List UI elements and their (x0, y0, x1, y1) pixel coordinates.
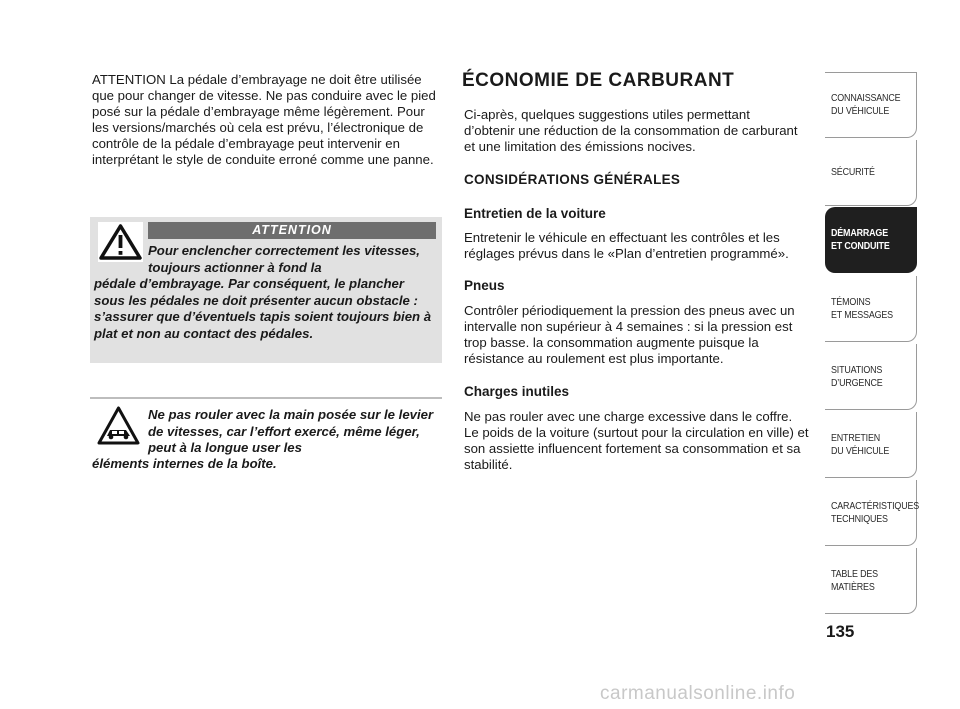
tab-label: CARACTÉRISTIQUES TECHNIQUES (831, 499, 920, 525)
paragraph-pneus: Contrôler périodiquement la pression des pneus avec un intervalle non supérieur à 4 semaines : si la pression est trop basse. la consommation augmente puisque la résistance au roulement est plus importante. (464, 303, 795, 366)
intro-paragraph: Ci-après, quelques suggestions utiles permettant d’obtenir une réduction de la consommation de carburant et une limitation des émissions nocives. (464, 107, 798, 154)
subheading-charges: Charges inutiles (464, 384, 570, 399)
warning-banner: ATTENTION (148, 222, 436, 239)
gearbox-note: éléments internes de la boîte. (92, 456, 277, 471)
tab-label: SÉCURITÉ (831, 166, 875, 178)
tab-label: CONNAISSANCE DU VÉHICULE (831, 92, 901, 117)
car-triangle-icon (96, 405, 141, 447)
paragraph-charges: Ne pas rouler avec une charge excessive dans le coffre. Le poids de la voiture (surtout pour la circulation en ville) et son assiette influencent fortement sa consommation et sa stabilité. (464, 409, 809, 472)
gearbox-note-line1: Ne pas rouler avec la main posée sur le levier de vitesses, car l’effort exercé, même léger, peut à la longue user les (148, 407, 434, 455)
section-heading: CONSIDÉRATIONS GÉNÉRALES (464, 172, 681, 187)
tab-demarrage[interactable] (825, 207, 917, 273)
page-title: ÉCONOMIE DE CARBURANT (462, 70, 735, 91)
tab-entretien[interactable] (825, 412, 917, 478)
watermark: carmanualsonline.info (600, 683, 796, 704)
tab-label: TÉMOINS ET MESSAGES (831, 295, 893, 321)
subheading-pneus: Pneus (464, 278, 505, 293)
page-number: 135 (826, 622, 855, 641)
tab-label: ENTRETIEN DU VÉHICULE (831, 431, 890, 457)
tab-connaissance[interactable] (825, 72, 917, 138)
paragraph-entretien: Entretenir le véhicule en effectuant les contrôles et les réglages prévus dans le «Plan d’entretien programmé». (464, 230, 789, 261)
tab-label: DÉMARRAGE ET CONDUITE (831, 227, 890, 252)
tab-caracteristiques[interactable] (825, 480, 920, 546)
tab-situations[interactable] (825, 344, 917, 410)
tab-label: TABLE DES MATIÈRES (831, 567, 878, 593)
warning-triangle-icon (98, 222, 143, 262)
clutch-attention-paragraph: ATTENTION La pédale d’embrayage ne doit être utilisée que pour changer de vitesse. Ne pas conduire avec le pied posé sur la pédale d’embrayage même légèrement. Pour les versions/marchés où cela est prévu, l’électronique de contrôle de la pédale d’embrayage peut intervenir en interprétant le style de conduite erroné comme une panne. (92, 72, 436, 167)
tab-table-matieres[interactable] (825, 548, 917, 614)
warning-text-line1: Pour enclencher correctement les vitesses, toujours actionner à fond la (148, 243, 420, 275)
divider (90, 397, 442, 399)
tab-temoins[interactable] (825, 276, 917, 342)
tab-label: SITUATIONS D’URGENCE (831, 363, 883, 389)
tab-securite[interactable] (825, 140, 917, 206)
warning-text: pédale d’embrayage. Par conséquent, le plancher sous les pédales ne doit présenter aucun obstacle : s’assurer que d’éventuels tapis soient toujours bien à plat et non au contact des pédales. (94, 276, 432, 341)
subheading-entretien: Entretien de la voiture (464, 206, 606, 221)
